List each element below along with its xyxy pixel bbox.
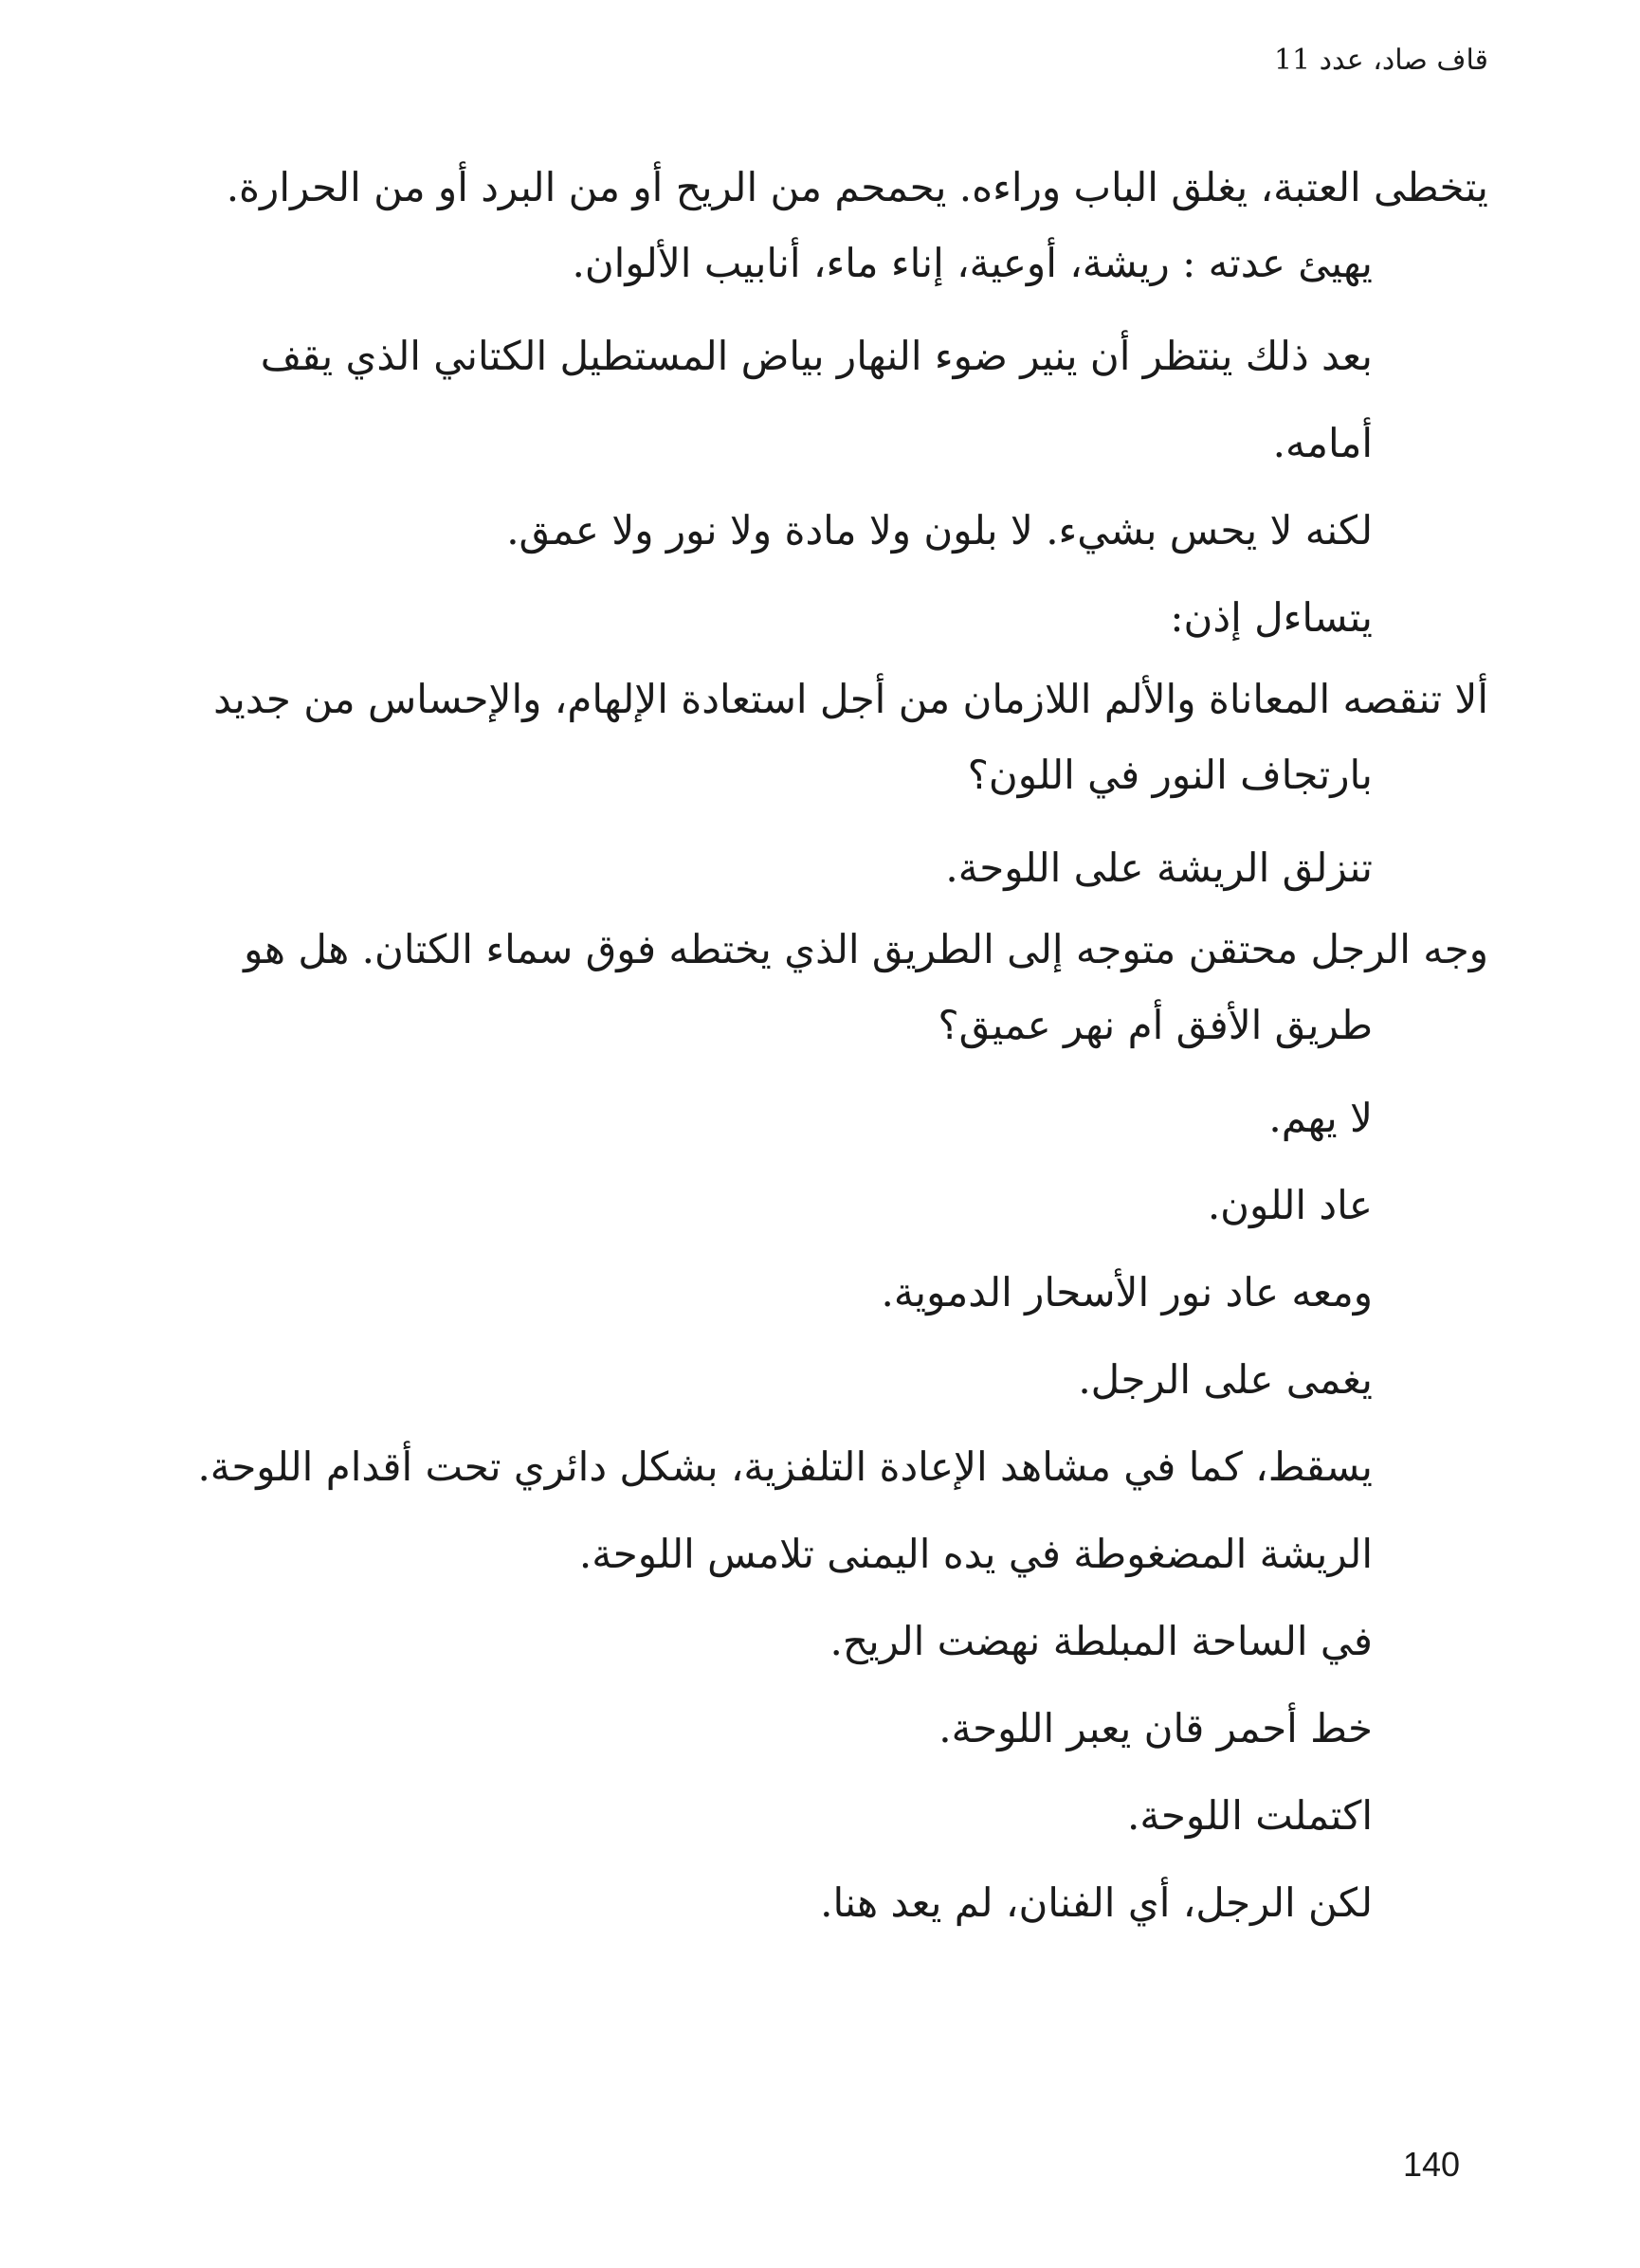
- paragraph-4: يتساءل إذن:: [1170, 594, 1373, 641]
- body-text: [152, 150, 1488, 1947]
- paragraph-8: لا يهم.: [1268, 1095, 1373, 1141]
- paragraph-6: تنزلق الريشة على اللوحة.: [945, 844, 1373, 891]
- running-head: قاف صاد، عدد 11: [1273, 44, 1488, 77]
- paragraph-5: ألا تنقصه المعاناة والألم اللازمان من أجل استعادة الإلهام، والإحساس من جديد بارتجاف النور في اللون؟: [213, 676, 1488, 798]
- paragraph-14: في الساحة المبلطة نهضت الريح.: [829, 1618, 1373, 1664]
- paragraph-15: خط أحمر قان يعبر اللوحة.: [938, 1705, 1373, 1751]
- paragraph-7: وجه الرجل محتقن متوجه إلى الطريق الذي يختطه فوق سماء الكتان. هل هو طريق الأفق أم نهر عميق؟: [244, 926, 1488, 1048]
- paragraph-10: ومعه عاد نور الأسحار الدموية.: [881, 1269, 1373, 1315]
- paragraph-9: عاد اللون.: [1207, 1182, 1373, 1228]
- paragraph-2: بعد ذلك ينتظر أن ينير ضوء النهار بياض المستطيل الكتاني الذي يقف أمامه.: [260, 333, 1373, 466]
- paragraph-13: الريشة المضغوطة في يده اليمنى تلامس اللوحة.: [578, 1531, 1373, 1577]
- paragraph-17: لكن الرجل، أي الفنان، لم يعد هنا.: [820, 1879, 1373, 1926]
- paragraph-12: يسقط، كما في مشاهد الإعادة التلفزية، بشكل دائري تحت أقدام اللوحة.: [197, 1443, 1373, 1490]
- page-number: 140: [1403, 2145, 1461, 2184]
- paragraph-1: يتخطى العتبة، يغلق الباب وراءه. يحمحم من الريح أو من البرد أو من الحرارة. يهيئ عدته : ريشة، أوعية، إناء ماء، أنابيب الألوان.: [226, 164, 1488, 286]
- paragraph-16: اكتملت اللوحة.: [1126, 1792, 1373, 1839]
- paragraph-11: يغمى على الرجل.: [1078, 1356, 1373, 1403]
- paragraph-3: لكنه لا يحس بشيء. لا بلون ولا مادة ولا نور ولا عمق.: [506, 507, 1373, 553]
